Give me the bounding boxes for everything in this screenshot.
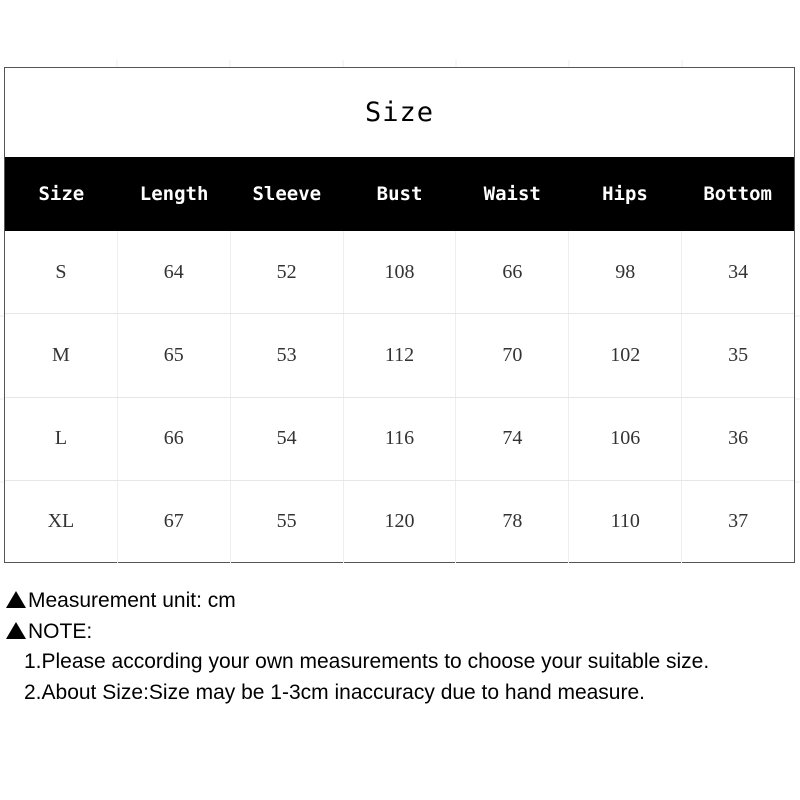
table-cell: 65: [118, 314, 231, 396]
table-cell: 67: [118, 481, 231, 563]
note-item: 1.Please according your own measurements to choose your suitable size.: [24, 650, 710, 673]
triangle-up-icon: [6, 622, 26, 639]
table-cell: 53: [231, 314, 344, 396]
table-cell: 34: [728, 260, 749, 283]
header-cell-size: Size: [38, 183, 85, 205]
table-cell: 66: [456, 231, 569, 313]
table-cell: 112: [344, 314, 457, 396]
table-cell: 98: [569, 231, 682, 313]
header-cell-bottom: Bottom: [703, 183, 772, 205]
measurement-unit-text: Measurement unit: cm: [28, 589, 236, 612]
table-row: [5, 398, 794, 481]
table-cell: 35: [728, 343, 749, 366]
size-chart-table: [4, 67, 795, 563]
table-cell: 110: [569, 481, 682, 563]
table-cell: 52: [231, 231, 344, 313]
table-title: Size: [364, 96, 435, 128]
table-cell: 108: [344, 231, 457, 313]
table-row: [5, 481, 794, 563]
table-cell: 66: [118, 398, 231, 480]
table-cell: 106: [569, 398, 682, 480]
header-cell-hips: Hips: [602, 183, 648, 205]
header-cell-sleeve: Sleeve: [252, 183, 322, 205]
table-cell: M: [5, 314, 118, 396]
measurement-unit-note: [6, 586, 796, 617]
table-cell: 120: [344, 481, 457, 563]
table-cell: 36: [728, 427, 749, 450]
table-cell: 78: [456, 481, 569, 563]
table-cell: S: [5, 231, 118, 313]
note-heading: [6, 617, 796, 648]
table-cell: L: [5, 398, 118, 480]
header-cell-length: Length: [139, 183, 209, 205]
table-cell: 116: [344, 398, 457, 480]
triangle-up-icon: [6, 591, 26, 608]
header-cell-bust: Bust: [376, 183, 423, 205]
table-row: [5, 231, 794, 314]
table-header-row: [5, 157, 794, 231]
table-cell: 64: [118, 231, 231, 313]
table-cell: 102: [569, 314, 682, 396]
table-row: [5, 314, 794, 397]
table-cell: 37: [728, 510, 749, 533]
table-cell: 70: [456, 314, 569, 396]
note-heading-text: NOTE:: [28, 619, 93, 643]
header-cell-waist: Waist: [483, 183, 541, 205]
note-item: 2.About Size:Size may be 1-3cm inaccuracy due to hand measure.: [24, 680, 645, 704]
table-body: [5, 231, 794, 563]
notes-section: [6, 586, 796, 708]
table-cell: 74: [456, 398, 569, 480]
table-cell: XL: [5, 481, 118, 563]
table-cell: 54: [231, 398, 344, 480]
table-cell: 55: [231, 481, 344, 563]
